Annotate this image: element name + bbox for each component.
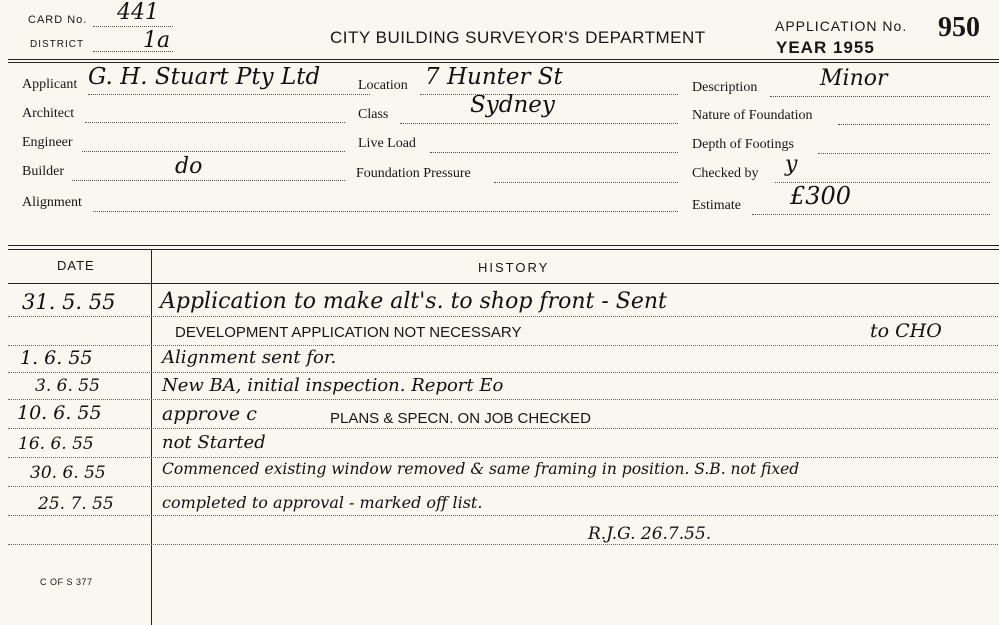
builder-value: do bbox=[175, 154, 203, 179]
checked-by-value: y bbox=[785, 152, 798, 177]
history-entry: approve c bbox=[162, 403, 257, 425]
history-date: 1. 6. 55 bbox=[20, 347, 93, 369]
history-entry: not Started bbox=[162, 432, 266, 453]
card-no-value: 441 bbox=[117, 0, 159, 25]
application-no-value: 950 bbox=[938, 12, 980, 43]
engineer-label: Engineer bbox=[22, 135, 73, 150]
foundation-pressure-label: Foundation Pressure bbox=[356, 166, 471, 181]
alignment-label: Alignment bbox=[22, 195, 82, 210]
history-entry: New BA, initial inspection. Report Eo bbox=[162, 375, 504, 396]
class-label: Class bbox=[358, 107, 389, 122]
location-value: 7 Hunter St bbox=[425, 64, 563, 90]
description-label: Description bbox=[692, 80, 758, 95]
date-column-header: DATE bbox=[57, 258, 95, 273]
card-no-label: CARD No. bbox=[28, 14, 88, 26]
district-label: DISTRICT bbox=[30, 39, 85, 50]
history-date: 30. 6. 55 bbox=[30, 463, 106, 483]
estimate-value: £300 bbox=[790, 182, 852, 210]
nature-of-foundation-label: Nature of Foundation bbox=[692, 108, 813, 123]
development-application-stamp: DEVELOPMENT APPLICATION NOT NECESSARY bbox=[175, 324, 522, 341]
applicant-value: G. H. Stuart Pty Ltd bbox=[88, 64, 321, 90]
plans-checked-stamp: PLANS & SPECN. ON JOB CHECKED bbox=[330, 410, 591, 427]
history-column-header: HISTORY bbox=[478, 260, 550, 275]
history-entry: completed to approval - marked off list. bbox=[162, 493, 483, 512]
class-value: Sydney bbox=[470, 92, 555, 118]
history-entry-continuation: to CHO bbox=[870, 320, 942, 342]
history-entry: Application to make alt's. to shop front - Sent bbox=[160, 289, 667, 314]
live-load-label: Live Load bbox=[358, 136, 416, 151]
history-date: 10. 6. 55 bbox=[17, 402, 102, 424]
history-entry: Commenced existing window removed & same framing in position. S.B. not fixed bbox=[162, 460, 800, 478]
department-title: CITY BUILDING SURVEYOR'S DEPARTMENT bbox=[330, 28, 706, 47]
depth-of-footings-label: Depth of Footings bbox=[692, 137, 794, 152]
history-date: 16. 6. 55 bbox=[18, 434, 94, 454]
history-date: 3. 6. 55 bbox=[35, 376, 100, 396]
estimate-label: Estimate bbox=[692, 198, 741, 213]
district-value: 1a bbox=[143, 28, 171, 53]
builder-label: Builder bbox=[22, 164, 64, 179]
application-no-label: APPLICATION No. bbox=[775, 18, 908, 34]
checked-by-label: Checked by bbox=[692, 166, 759, 181]
architect-label: Architect bbox=[22, 106, 75, 121]
signature-initials: R.J.G. 26.7.55. bbox=[588, 524, 712, 544]
applicant-label: Applicant bbox=[22, 77, 78, 92]
description-value: Minor bbox=[820, 66, 888, 91]
history-date: 25. 7. 55 bbox=[38, 494, 114, 514]
location-label: Location bbox=[358, 78, 408, 93]
year-label: YEAR 1955 bbox=[776, 38, 875, 57]
form-number: C OF S 377 bbox=[40, 577, 93, 587]
history-entry: Alignment sent for. bbox=[162, 347, 337, 368]
history-date: 31. 5. 55 bbox=[22, 290, 116, 314]
